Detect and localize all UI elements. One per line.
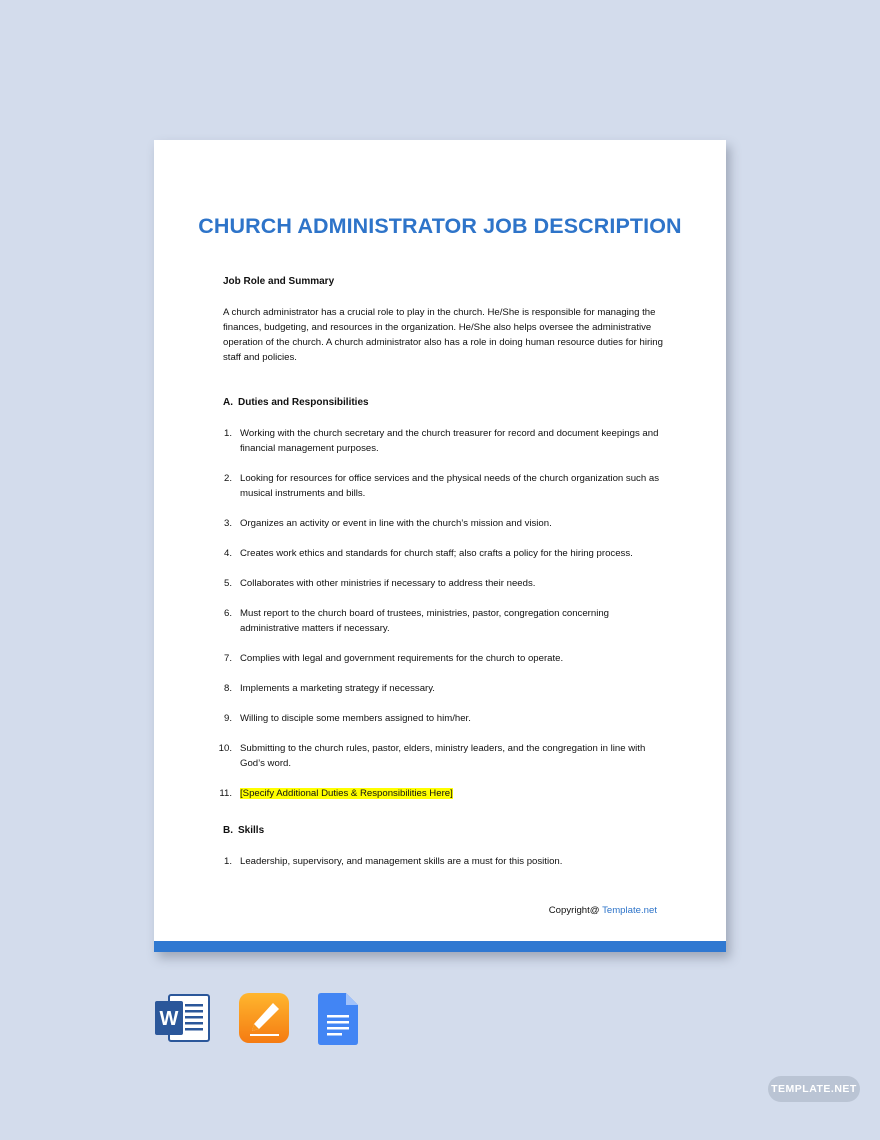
list-item: 3. Organizes an activity or event in line with the church’s mission and vision. [223, 518, 552, 529]
list-item: 1. Leadership, supervisory, and management skills are a must for this position. [223, 856, 563, 867]
section-letter: B. [223, 825, 233, 836]
duties-list [218, 426, 663, 801]
page-footer-bar [154, 941, 726, 952]
list-item: 11. [Specify Additional Duties & Responsibilities Here] [219, 788, 453, 799]
section-letter: A. [223, 397, 233, 408]
list-item: 6. Must report to the church board of trustees, ministries, pastor, congregation concerning administrative matters if necessary. [223, 608, 610, 634]
list-item: 10. Submitting to the church rules, pastor, elders, ministry leaders, and the congregation in line with God’s word. [218, 743, 646, 769]
list-item: 2. Looking for resources for office services and the physical needs of the church organization such as musical instruments and bills. [223, 473, 659, 499]
summary-paragraph: A church administrator has a crucial role to play in the church. He/She is responsible for managing the finances, budgeting, and resources in the organization. He/She also helps oversee the administrative operation of the church. A church administrator also has a role in doing human resource duties for hiring staff and policies. [223, 307, 663, 363]
document-content [218, 274, 663, 884]
list-item: 8. Implements a marketing strategy if necessary. [223, 683, 435, 694]
watermark-badge: TEMPLATE.NET [768, 1076, 860, 1102]
section-heading-text: Skills [238, 825, 265, 836]
list-item: 9. Willing to disciple some members assigned to him/her. [223, 713, 471, 724]
document-title: CHURCH ADMINISTRATOR JOB DESCRIPTION [198, 214, 682, 238]
list-item: 5. Collaborates with other ministries if necessary to address their needs. [223, 578, 536, 589]
pages-icon[interactable] [239, 993, 289, 1048]
duties-section-heading [223, 395, 663, 410]
google-docs-icon[interactable] [318, 993, 358, 1050]
word-icon[interactable] [155, 993, 211, 1048]
list-item: 4. Creates work ethics and standards for church staff; also crafts a policy for the hiring process. [223, 548, 633, 559]
skills-section-heading [223, 823, 663, 838]
copyright [549, 905, 657, 916]
list-item: 7. Complies with legal and government requirements for the church to operate. [223, 653, 564, 664]
copyright-link[interactable]: Template.net [602, 905, 657, 916]
highlighted-placeholder: [Specify Additional Duties & Responsibilities Here] [240, 788, 453, 799]
summary-heading: Job Role and Summary [223, 276, 335, 287]
copyright-label: Copyright@ [548, 905, 600, 916]
list-item: 1. Working with the church secretary and the church treasurer for record and document keepings and financial management purposes. [223, 428, 659, 454]
skills-list [223, 854, 663, 869]
document-page [154, 140, 726, 952]
svg-text:W: W [159, 1008, 179, 1030]
section-heading-text: Duties and Responsibilities [238, 397, 369, 408]
